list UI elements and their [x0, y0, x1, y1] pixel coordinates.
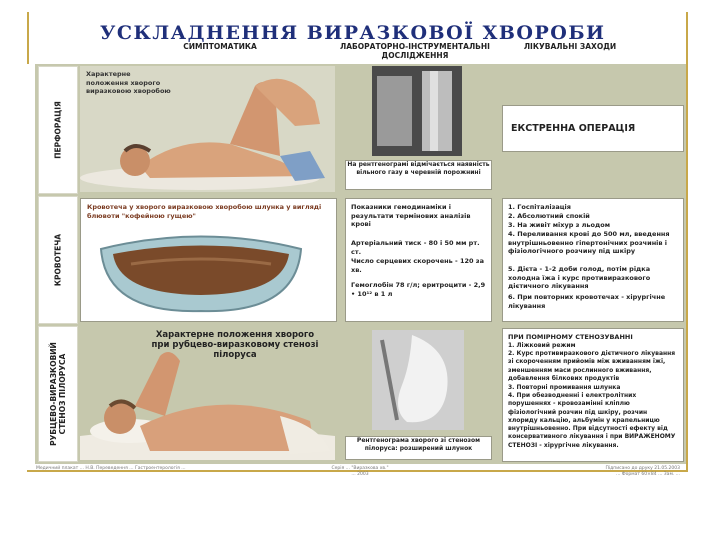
poster-title: УСКЛАДНЕННЯ ВИРАЗКОВОЇ ХВОРОБИ: [100, 22, 606, 44]
footer-center: Серія ... "Виразкова хв." ... 2003: [331, 466, 389, 477]
row-label-perforation: [38, 66, 78, 194]
perforation-xray-image: [372, 66, 462, 156]
perforation-caption: Характерне положення хворого виразковою хворобою: [86, 70, 171, 96]
stenosis-treatment-3: 3. Повторні промивання шлунка: [508, 384, 621, 391]
bleeding-lab-line-3: Число серцевих скорочень - 120 за хв.: [351, 257, 484, 274]
column-header-lab: ЛАБОРАТОРНО-ІНСТРУМЕНТАЛЬНІ ДОСЛІДЖЕННЯ: [340, 42, 490, 60]
bleeding-treatment-1: 1. Госпіталізація: [508, 203, 571, 211]
row-label-perforation-text: ПЕРФОРАЦІЯ: [53, 101, 63, 159]
perforation-treatment-card: [502, 105, 684, 152]
stenosis-treatment-4: 4. При обезводненні і електролітних порушеннях - кровозамінні кліплю фізіологічний розчин під шкіру, розчин хлориду кальцію, альбумін у крапельницю внутрішньовенно. При відсутності ефекту від консервативного лікування і при ВИРАЖЕНОМУ СТЕНОЗІ - хірургічне лікування.: [508, 392, 676, 449]
stenosis-xray-caption: Рентгенограма хворого зі стенозом пілоруса: розширений шлунок: [345, 436, 492, 460]
frame-left-border: [27, 12, 29, 64]
column-header-treatment: ЛІКУВАЛЬНІ ЗАХОДИ: [523, 42, 617, 51]
bleeding-treatment-5: 5. Дієта - 1-2 доби голод, потім рідка холодна їжа і курс противиразкового дієтичного лікування: [508, 265, 651, 291]
stenosis-caption: Характерне положення хворого при рубцево-виразковому стенозі пілоруса: [151, 330, 319, 360]
stenosis-xray-image: [372, 330, 464, 430]
bleeding-lab-line-1: Показники гемодинаміки і результати термінових аналізів крові: [351, 203, 471, 229]
kidney-basin-illustration: [91, 229, 311, 317]
bleeding-caption: Кровотеча у хворого виразковою хворобою шлунка у вигляді блювоти "кофейною гущею": [87, 203, 322, 220]
bleeding-illustration-card: [80, 198, 337, 322]
bleeding-lab-line-4: Гемоглобін 78 г/л; еритроцити - 2,9 • 10¹² в 1 л: [351, 281, 486, 298]
footer-left: Медичний плакат ... Н.В. Переведення ... Гастроентерологія ...: [36, 466, 186, 471]
row-label-bleeding-text: КРОВОТЕЧА: [53, 233, 63, 287]
bleeding-treatment-3: 3. На живіт міхур з льодом: [508, 221, 611, 229]
stenosis-treatment-2: 2. Курс противиразкового дієтичного лікування зі скороченням прийомів між вживанням їжі, зменшенням маси рослинного вживання, добавлення білкових продуктів: [508, 350, 676, 382]
footer-right: Підписано до друку 21.05.2003 ... Формат 60×84 ... Зам. ...: [605, 466, 680, 477]
stenosis-treatment-card: [502, 328, 684, 462]
row-label-stenosis: [38, 326, 78, 462]
bleeding-treatment-card: [502, 198, 684, 322]
perforation-treatment-text: ЕКСТРЕННА ОПЕРАЦІЯ: [511, 123, 636, 134]
row-label-bleeding: [38, 196, 78, 324]
column-header-symptoms: СИМПТОМАТИКА: [183, 42, 257, 51]
bleeding-treatment-6: 6. При повторних кровотечах - хірургічне лікування: [508, 293, 666, 310]
frame-right-border: [686, 12, 688, 472]
row-label-stenosis-text: РУБЦЕВО-ВИРАЗКОВИЙ СТЕНОЗ ПІЛОРУСА: [49, 342, 67, 446]
bleeding-treatment-2: 2. Абсолютний спокій: [508, 212, 590, 220]
stenosis-treatment-1: 1. Ліжковий режим: [508, 342, 576, 349]
perforation-xray-caption: На рентгенограмі відмічається наявність вільного газу в черевній порожнині: [345, 160, 492, 190]
bleeding-treatment-4: 4. Переливання крові до 500 мл, введення внутрішньовенно гіпертонічних розчинів і фізіологічного розчину під шкіру: [508, 230, 670, 256]
bleeding-lab-line-2: Артеріальний тиск - 80 і 50 мм рт. ст.: [351, 239, 480, 256]
bleeding-lab-card: [345, 198, 492, 322]
stenosis-treatment-title: ПРИ ПОМІРНОМУ СТЕНОЗУВАННІ: [508, 333, 633, 341]
